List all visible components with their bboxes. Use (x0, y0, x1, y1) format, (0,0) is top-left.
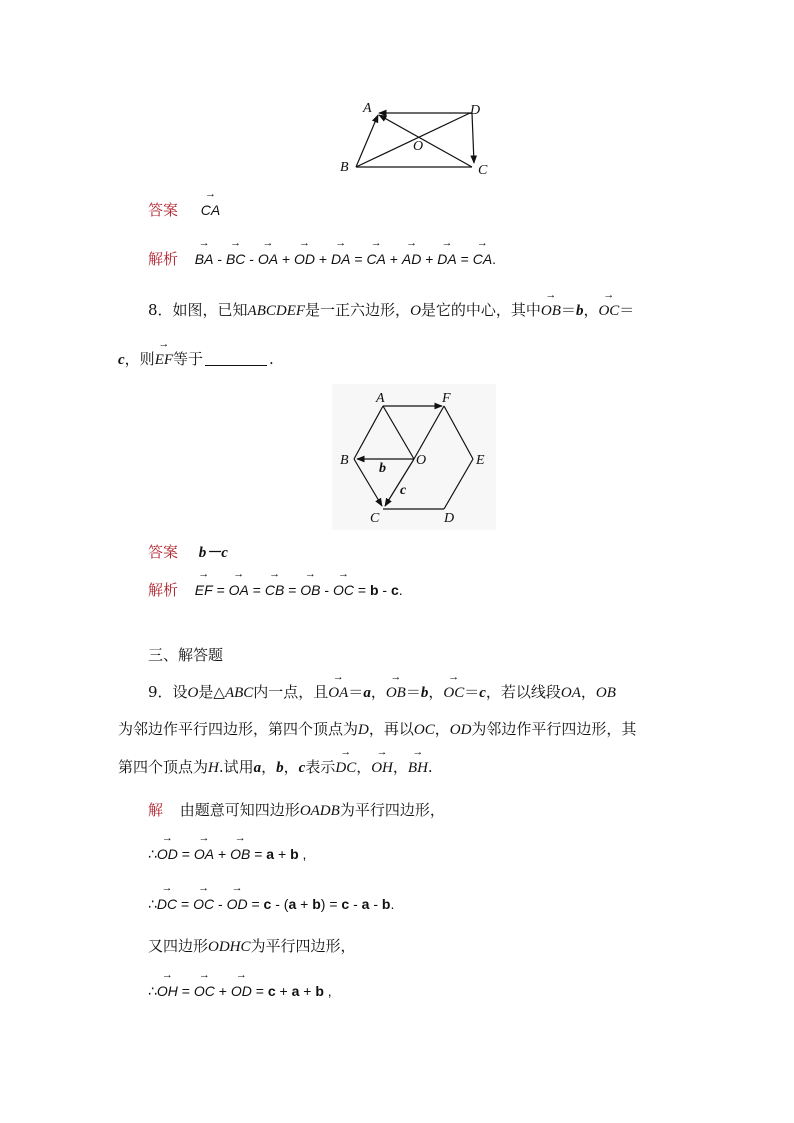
q9-line-2 (118, 719, 636, 740)
var-c: c (298, 760, 306, 776)
question-text: 等于 (173, 350, 204, 368)
vector: → BC (226, 249, 245, 269)
edge-ba (356, 115, 378, 167)
punct: ， (583, 301, 599, 319)
fig2-label-c: C (370, 511, 380, 526)
question-text: 是一正六边形， (305, 301, 411, 319)
question-text: 8．如图，已知 (148, 301, 248, 319)
vector-oa: → OA (328, 683, 348, 703)
question-text: 是△ (198, 683, 225, 701)
question-text: 表示 (305, 758, 336, 776)
question-text: ，则 (124, 350, 155, 368)
punct: ， (392, 758, 408, 776)
question-text: 第四个顶点为 (118, 758, 209, 776)
equals-sign: ＝ (405, 683, 421, 701)
solution-text: 为平行四边形， (250, 937, 356, 955)
solution-line-3: ∴→ DC = → OC - → OD = c - (a + b) = c - a - b. (148, 894, 394, 914)
analysis-label: 解析 (148, 250, 179, 268)
vector: → DA (331, 249, 350, 269)
question-text: 是它的中心，其中 (420, 301, 541, 319)
punct: ， (580, 683, 596, 701)
solution-label: 解 (148, 801, 164, 819)
solution-text: 又四边形 (148, 937, 209, 955)
vector: → OA (229, 580, 249, 600)
vector: → OB (300, 580, 320, 600)
vector: → OD (294, 249, 315, 269)
vector: → OD (157, 844, 178, 864)
diag-ca (379, 115, 472, 167)
var-b: b (315, 983, 324, 999)
answer-blank (205, 351, 267, 366)
solution-line-1 (148, 800, 445, 821)
vector-dc: → DC (335, 758, 356, 778)
analysis-label: 解析 (148, 581, 179, 599)
vector: → OB (230, 844, 250, 864)
vector-ca: → CA (201, 200, 220, 220)
vector: → CA (473, 249, 492, 269)
fig2-label-a: A (376, 391, 385, 406)
punct: ， (434, 720, 450, 738)
punct: ， (261, 758, 277, 776)
polygon-name: ABCDEF (247, 303, 306, 319)
vector: → CA (366, 249, 385, 269)
segment-name: OD (449, 722, 472, 738)
solution-text: 由题意可知四边形 (179, 801, 300, 819)
segment-name: OC (413, 722, 435, 738)
var-c: c (263, 896, 272, 912)
question-text: .试用 (218, 758, 254, 776)
segment-name: OB (595, 685, 616, 701)
var-c: c (267, 983, 276, 999)
question-text: 9．设 (148, 683, 188, 701)
q8-line-1 (148, 300, 634, 321)
vector: → AD (402, 249, 421, 269)
fig1-label-c: C (478, 163, 488, 178)
point-name: H (208, 760, 219, 776)
vector: → DA (437, 249, 456, 269)
question-text: 为邻边作平行四边形，其 (471, 720, 637, 738)
vector-ob: → OB (541, 301, 561, 321)
vector-oc: → OC (443, 683, 464, 703)
q9-line-3 (118, 757, 433, 778)
var-b: b (312, 896, 321, 912)
fig2-label-d: D (444, 511, 455, 526)
solution-line-5: ∴→ OH = → OC + → OD = c + a + b , (148, 981, 332, 1001)
punct: ， (356, 758, 372, 776)
fig2-label-f: F (442, 391, 451, 406)
question-text: ，若以线段 (485, 683, 561, 701)
fig1-label-d: D (470, 103, 481, 118)
answer-value: b－c (198, 545, 228, 561)
q8-analysis-line: 解析 → EF = → OA = → CB = → OB - → OC = b - c. (148, 580, 403, 600)
edge-dc (472, 113, 474, 163)
section-title: 三、解答题 (148, 646, 224, 664)
var-b: b (290, 846, 299, 862)
figure-hexagon (332, 384, 496, 530)
punct: ， (283, 758, 299, 776)
punct: . (269, 350, 274, 368)
var-c: c (390, 582, 399, 598)
equals-sign: ＝ (464, 683, 480, 701)
solution-line-2: ∴→ OD = → OA + → OB = a + b , (148, 844, 306, 864)
fig2-label-b-vector: b (379, 461, 386, 476)
var-b: b (575, 303, 584, 319)
fig2-label-c-vector: c (400, 483, 407, 498)
q7-analysis-line: 解析 → BA - → BC - → OA + → OD + → DA = → CA + → AD + → DA = → CA. (148, 249, 496, 269)
vector-oc: → OC (598, 301, 619, 321)
vector: → OA (194, 844, 214, 864)
fig2-label-e: E (476, 453, 485, 468)
question-text: 为邻边作平行四边形，第四个顶点为 (118, 720, 359, 738)
q7-answer-line (148, 200, 220, 220)
punct: ， (428, 683, 444, 701)
q8-line-2 (118, 349, 274, 370)
point-name: O (187, 685, 199, 701)
var-b: b (420, 685, 429, 701)
solution-text: 为平行四边形， (339, 801, 445, 819)
solution-line-4 (148, 936, 356, 957)
answer-label: 答案 (148, 543, 179, 561)
question-text: 内一点，且 (253, 683, 329, 701)
q8-answer-line (148, 542, 228, 563)
var-c: c (479, 685, 486, 701)
equals-sign: ＝ (619, 301, 635, 319)
q9-line-1 (148, 682, 616, 703)
vector: → DC (157, 894, 177, 914)
fig2-label-o: O (416, 453, 427, 468)
quadrilateral-name: ODHC (208, 939, 251, 955)
segment-name: OA (560, 685, 581, 701)
figure-parallelogram (330, 96, 500, 180)
vector-bh: → BH (408, 758, 428, 778)
vector-ef: → EF (155, 350, 173, 370)
triangle-name: ABC (224, 685, 254, 701)
var-c: c (341, 896, 350, 912)
vector: → OH (157, 981, 178, 1001)
fig2-label-b: B (340, 453, 349, 468)
vector-ob: → OB (386, 683, 406, 703)
fig1-label-a: A (363, 101, 372, 116)
var-a: a (361, 896, 370, 912)
vector: → OD (227, 894, 248, 914)
var-a: a (288, 896, 297, 912)
var-a: a (266, 846, 275, 862)
var-b: b (381, 896, 391, 912)
vector: → OA (258, 249, 278, 269)
fig1-label-b: B (340, 160, 349, 175)
equals-sign: ＝ (560, 301, 576, 319)
var-a: a (291, 983, 300, 999)
var-a: a (253, 760, 262, 776)
quadrilateral-name: OADB (299, 803, 340, 819)
var-a: a (363, 685, 371, 701)
vector: → CB (265, 580, 284, 600)
var-c: c (118, 352, 125, 368)
vector: → OD (231, 981, 252, 1001)
point-name: D (358, 722, 369, 738)
question-text: ，再以 (368, 720, 414, 738)
fig1-label-o: O (413, 139, 424, 154)
equals-sign: ＝ (348, 683, 364, 701)
vector-oh: → OH (371, 758, 393, 778)
vector: → OC (333, 580, 354, 600)
var-b: b (369, 582, 379, 598)
punct: . (427, 758, 433, 776)
vector: → BA (195, 249, 214, 269)
punct: ， (370, 683, 386, 701)
point-name: O (410, 303, 421, 319)
vector: → OC (194, 981, 215, 1001)
vector: → EF (195, 580, 213, 600)
var-b: b (276, 760, 284, 776)
answer-label: 答案 (148, 201, 179, 219)
vector: → OC (193, 894, 214, 914)
